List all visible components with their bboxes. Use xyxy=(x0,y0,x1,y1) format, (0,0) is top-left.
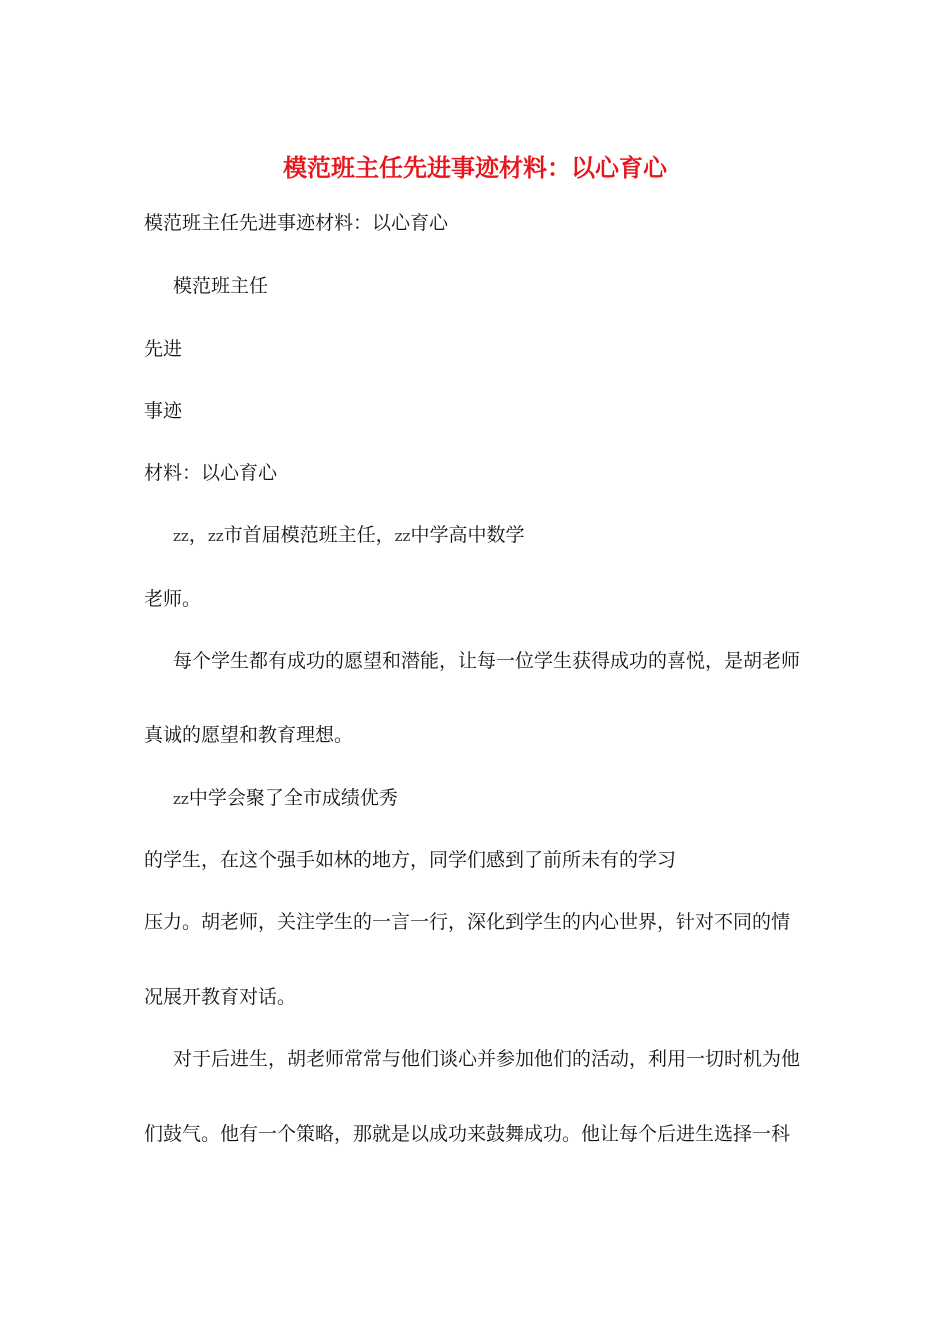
paragraph-line: 况展开教育对话。 xyxy=(144,986,297,1008)
paragraph-line: 事迹 xyxy=(144,400,183,422)
placeholder-name: zz xyxy=(207,527,224,545)
text-fragment: ， xyxy=(188,524,208,546)
paragraph-line: 每个学生都有成功的愿望和潜能，让每一位学生获得成功的喜悦，是胡老师 xyxy=(173,650,801,672)
text-fragment: 中学高中数学 xyxy=(410,524,525,546)
paragraph-line: 们鼓气。他有一个策略，那就是以成功来鼓舞成功。他让每个后进生选择一科 xyxy=(144,1123,791,1145)
paragraph-line: 老师。 xyxy=(144,588,202,610)
paragraph-line xyxy=(173,521,524,550)
document-title: 模范班主任先进事迹材料：以心育心 xyxy=(283,153,667,182)
paragraph-line: 压力。胡老师，关注学生的一言一行，深化到学生的内心世界，针对不同的情 xyxy=(144,911,791,933)
subtitle-line: 模范班主任先进事迹材料：以心育心 xyxy=(144,212,449,234)
paragraph-line: 先进 xyxy=(144,338,183,360)
paragraph-line: 模范班主任 xyxy=(173,275,269,297)
placeholder-name: zz xyxy=(173,790,189,808)
text-fragment: 中学会聚了全市成绩优秀 xyxy=(188,787,398,809)
paragraph-line: 的学生，在这个强手如林的地方，同学们感到了前所未有的学习 xyxy=(144,849,677,871)
paragraph-line xyxy=(173,784,398,813)
placeholder-name: zz xyxy=(173,527,189,545)
paragraph-line: 材料：以心育心 xyxy=(144,462,278,484)
text-fragment: 市首届模范班主任， xyxy=(223,524,395,546)
paragraph-line: 真诚的愿望和教育理想。 xyxy=(144,724,354,746)
placeholder-name: zz xyxy=(394,527,411,545)
paragraph-line: 对于后进生，胡老师常常与他们谈心并参加他们的活动，利用一切时机为他 xyxy=(173,1048,801,1070)
